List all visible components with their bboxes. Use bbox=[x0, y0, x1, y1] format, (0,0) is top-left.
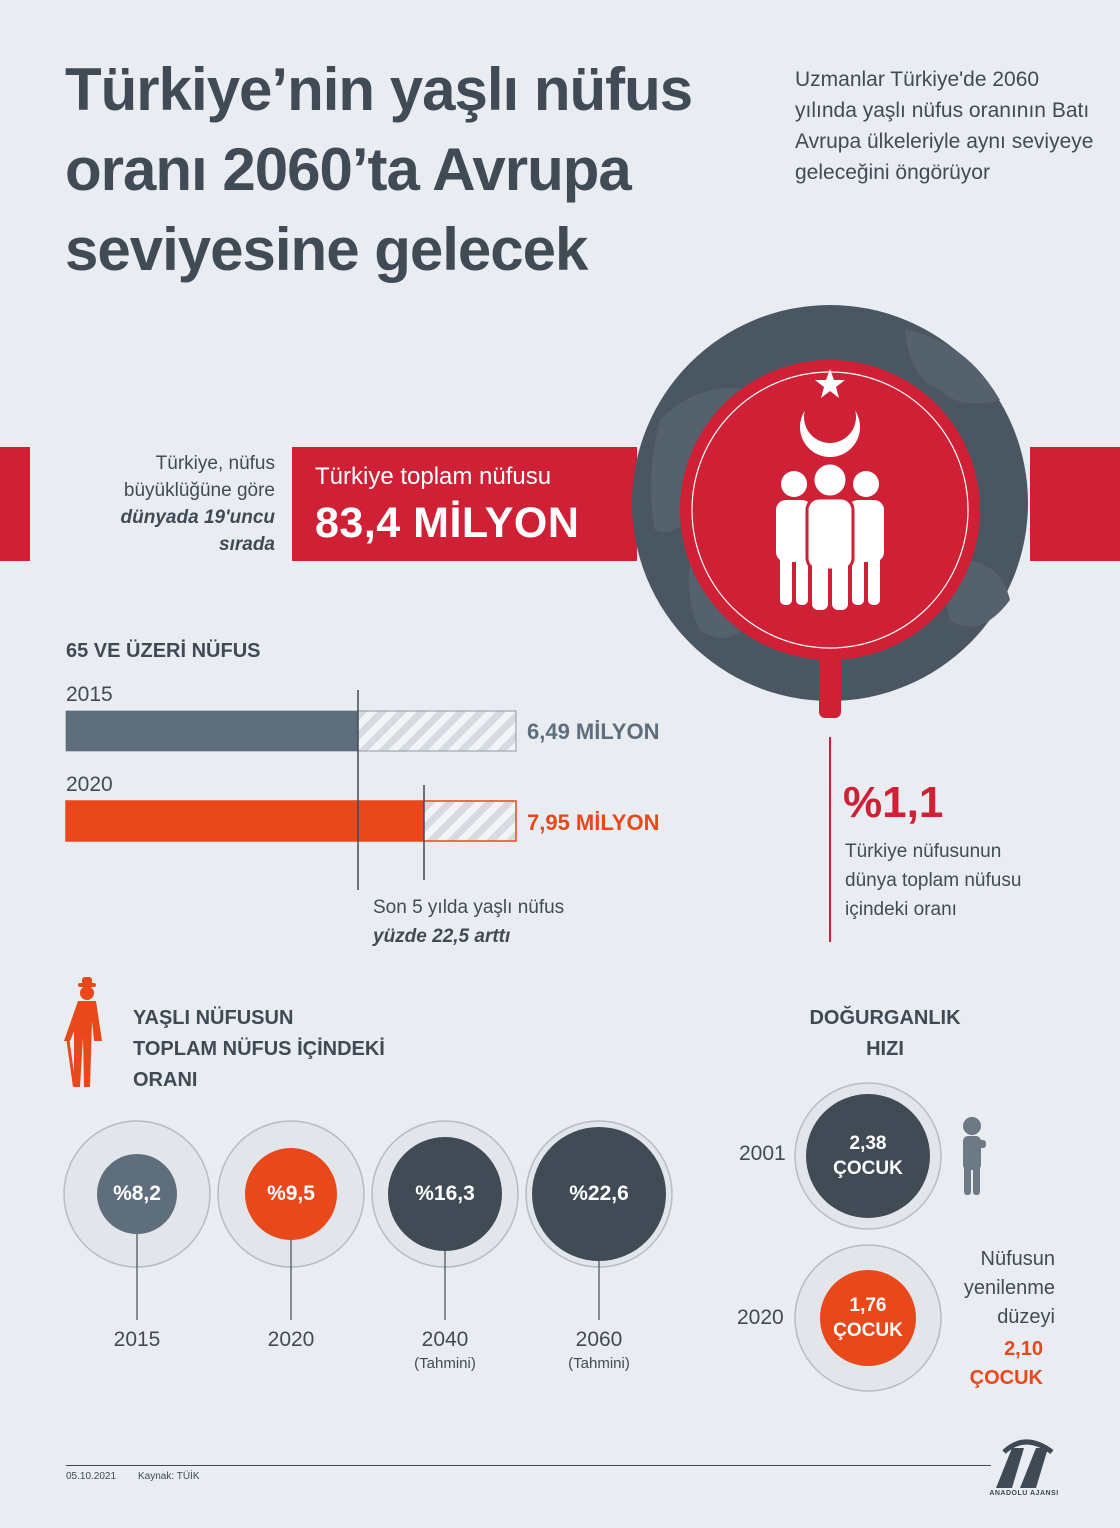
elderly-ratio-title-line: YAŞLI NÜFUSUN bbox=[133, 1007, 294, 1029]
renewal-value: 2,10 ÇOCUK bbox=[969, 1338, 1043, 1389]
page-title: Türkiye’nin yaşlı nüfus oranı 2060’ta Avrupa seviyesine gelecek bbox=[65, 56, 693, 283]
fertility-year-2001: 2001 bbox=[739, 1142, 786, 1165]
bar-year-2015: 2015 bbox=[66, 683, 113, 706]
fertility-title bbox=[780, 1003, 990, 1065]
elderly-ratio-title bbox=[133, 1003, 385, 1096]
fertility-value-2001 bbox=[803, 1131, 933, 1181]
world-share-line bbox=[829, 737, 831, 942]
bar-fill-2015 bbox=[66, 711, 358, 751]
fertility-value-line: 1,76 bbox=[849, 1295, 887, 1316]
fertility-title-line: DOĞURGANLIK bbox=[809, 1007, 961, 1029]
footer-date: 05.10.2021 bbox=[66, 1471, 117, 1482]
growth-note-emph: yüzde 22,5 arttı bbox=[373, 926, 511, 947]
fertility-value-line: ÇOCUK bbox=[833, 1158, 903, 1179]
bar-value-2020: 7,95 MİLYON bbox=[527, 810, 660, 835]
elderly-bars-title: 65 VE ÜZERİ NÜFUS bbox=[66, 640, 261, 662]
elderly-ratio-bubbles bbox=[0, 1100, 700, 1340]
intro-text: Uzmanlar Türkiye'de 2060 yılında yaşlı nüfus oranının Batı Avrupa ülkeleriyle aynı seviyeye geleceğini öngörüyor bbox=[795, 68, 1094, 184]
ratio-bubble-2020 bbox=[218, 1121, 364, 1320]
ratio-sub-2060: (Tahmini) bbox=[568, 1355, 630, 1372]
ratio-bubble-2015 bbox=[64, 1121, 210, 1320]
ratio-bubble-2040 bbox=[372, 1121, 518, 1320]
growth-note-text: Son 5 yılda yaşlı nüfus bbox=[373, 897, 565, 918]
child-icon bbox=[963, 1117, 986, 1195]
elderly-bars-chart bbox=[0, 0, 560, 890]
footer-source: Kaynak: TÜİK bbox=[138, 1471, 200, 1482]
rank-text-plain: Türkiye, nüfus büyüklüğüne göre bbox=[123, 453, 275, 501]
population-label: Türkiye toplam nüfusu bbox=[315, 463, 552, 490]
ratio-year-2015: 2015 bbox=[113, 1328, 161, 1351]
fertility-title-line: HIZI bbox=[866, 1038, 904, 1060]
ratio-year-2060: 2060 bbox=[575, 1328, 623, 1351]
fertility-value-2020 bbox=[803, 1293, 933, 1343]
ratio-value-2020: %9,5 bbox=[267, 1182, 315, 1205]
ratio-value-2060: %22,6 bbox=[569, 1182, 629, 1205]
anadolu-logo-icon bbox=[990, 1438, 1060, 1490]
bar-fill-2020 bbox=[66, 801, 424, 841]
population-value: 83,4 MİLYON bbox=[315, 499, 580, 547]
bar-value-2015: 6,49 MİLYON bbox=[527, 719, 660, 744]
world-share-desc: Türkiye nüfusunun dünya toplam nüfusu içindeki oranı bbox=[845, 841, 1022, 920]
fertility-value-line: ÇOCUK bbox=[833, 1320, 903, 1341]
world-share-value: %1,1 bbox=[843, 778, 944, 827]
elderly-man-icon bbox=[62, 977, 112, 1095]
fertility-value-line: 2,38 bbox=[849, 1133, 887, 1154]
elderly-ratio-title-line: TOPLAM NÜFUS İÇİNDEKİ bbox=[133, 1038, 385, 1060]
ratio-year-2040: 2040 bbox=[421, 1328, 469, 1351]
footer-line bbox=[66, 1465, 991, 1466]
ratio-value-2015: %8,2 bbox=[113, 1182, 161, 1205]
bar-year-2020: 2020 bbox=[66, 773, 113, 796]
logo-text: ANADOLU AJANSI bbox=[989, 1490, 1059, 1497]
rank-text-emph: dünyada 19'uncu sırada bbox=[120, 507, 275, 555]
ratio-value-2040: %16,3 bbox=[415, 1182, 475, 1205]
ratio-year-2020: 2020 bbox=[267, 1328, 315, 1351]
growth-note bbox=[373, 893, 564, 951]
renewal-text: Nüfusun yenilenme düzeyi bbox=[963, 1248, 1055, 1328]
ratio-bubble-2060 bbox=[526, 1121, 672, 1320]
ratio-sub-2040: (Tahmini) bbox=[414, 1355, 476, 1372]
elderly-ratio-title-line: ORANI bbox=[133, 1069, 198, 1091]
fertility-year-2020: 2020 bbox=[737, 1306, 784, 1329]
